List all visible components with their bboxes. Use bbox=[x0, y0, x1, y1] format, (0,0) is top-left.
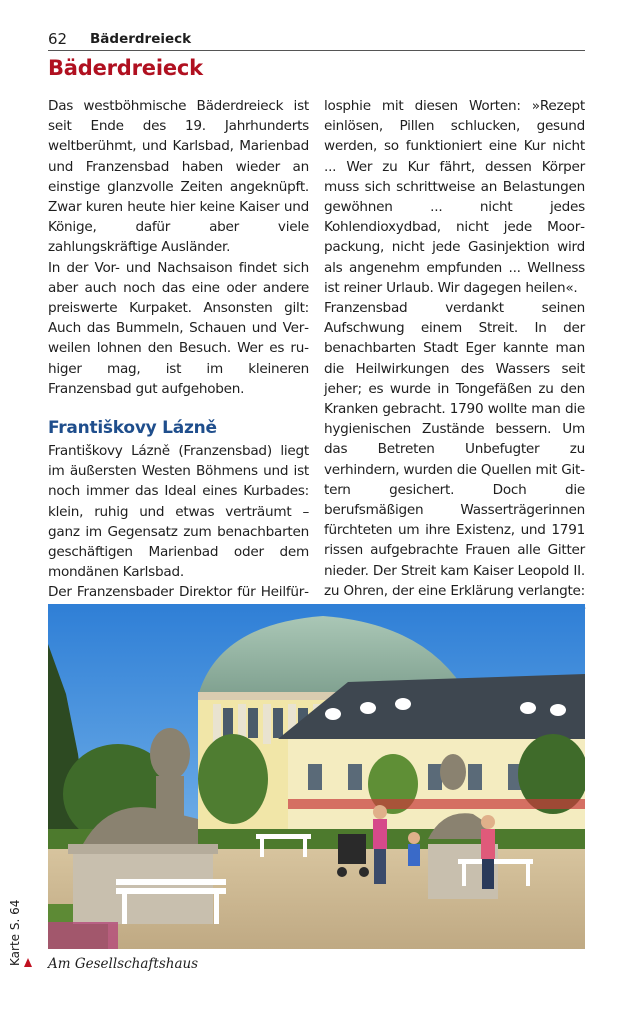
map-reference bbox=[4, 878, 32, 968]
page-number: 62 bbox=[48, 30, 68, 48]
paragraph: Der Franzensbader Direktor für Heilfür bbox=[48, 584, 309, 601]
paragraph: Das westböhmische Bäderdreieck ist seit Ende des 19. Jahrhunderts weltberühmt, und Karlsbad, Marienbad und Franzensbad haben wieder an einstige glanzvolle Zeiten angeknüpft. Zwar kuren heute hier keine Kaiser und Könige, dafür aber viele zahlungskräftige Ausländer. bbox=[48, 98, 309, 256]
paragraph: In der Vor- und Nachsaison findet sich aber auch noch das eine oder andere preiswerte Kurpaket. Ansonsten gilt: Auch das Bummeln, Schauen und Verweilen lohnen den Besuch. Wer es ruhiger mag, ist im kleineren Franzensbad gut aufgehoben. bbox=[48, 259, 309, 397]
section-heading: Františkovy Lázně bbox=[48, 418, 217, 439]
chapter-title: Bäderdreieck bbox=[48, 56, 203, 80]
map-reference-text: Karte S. 64 bbox=[8, 899, 22, 966]
paragraph: Franzensbad verdankt seinen Aufschwung einem Streit. In der benachbarten Stadt Eger kannte man die Heilwirkungen des Wassers seit jeher; es wurde in Tongefäßen zu den Kranken gebracht. 1790 wollte man die hygienischen Zustände bessern. Um das Betreten Unbefugter zu verhindern, wurden die Quellen mit Gittern gesichert. Doch die berufsmäßigen Wasserträgerinnen fürchteten um ihre Existenz, und 1791 rissen aufgebrachte Frauen alle Gitter nieder. Der Streit kam Kaiser Leopold II. zu Ohren, der eine Erklärung verlangte: bbox=[324, 300, 585, 599]
paragraph: losphie mit diesen Worten: »Rezept einlösen, Pillen schlucken, gesund werden, so funktioniert eine Kur nicht ... Wer zu Kur fährt, dessen Körper muss sich schrittweise an Belastungen gewöhnen ... nicht jedes Kohlendioxydbad, nicht jede Moorpackung, nicht jede Gasinjektion wird als angenehm empfunden ... Wellness ist reiner Urlaub. Wir dagegen heilen«. bbox=[324, 98, 585, 296]
photo-caption: Am Gesellschaftshaus bbox=[48, 956, 199, 972]
paragraph: Františkovy Lázně (Franzensbad) liegt im äußersten Westen Böhmens und ist noch immer das Ideal eines Kurbades: klein, ruhig und etwas verträumt – ganz im Gegensatz zum benachbarten geschäftigen Marienbad oder dem mondänen Karlsbad. bbox=[48, 443, 309, 581]
right-text-column bbox=[324, 96, 585, 662]
running-title: Bäderdreieck bbox=[90, 31, 192, 47]
left-text-column bbox=[48, 96, 309, 623]
photo-gesellschaftshaus bbox=[48, 604, 585, 949]
running-header bbox=[48, 30, 585, 51]
triangle-marker-icon bbox=[24, 958, 32, 967]
